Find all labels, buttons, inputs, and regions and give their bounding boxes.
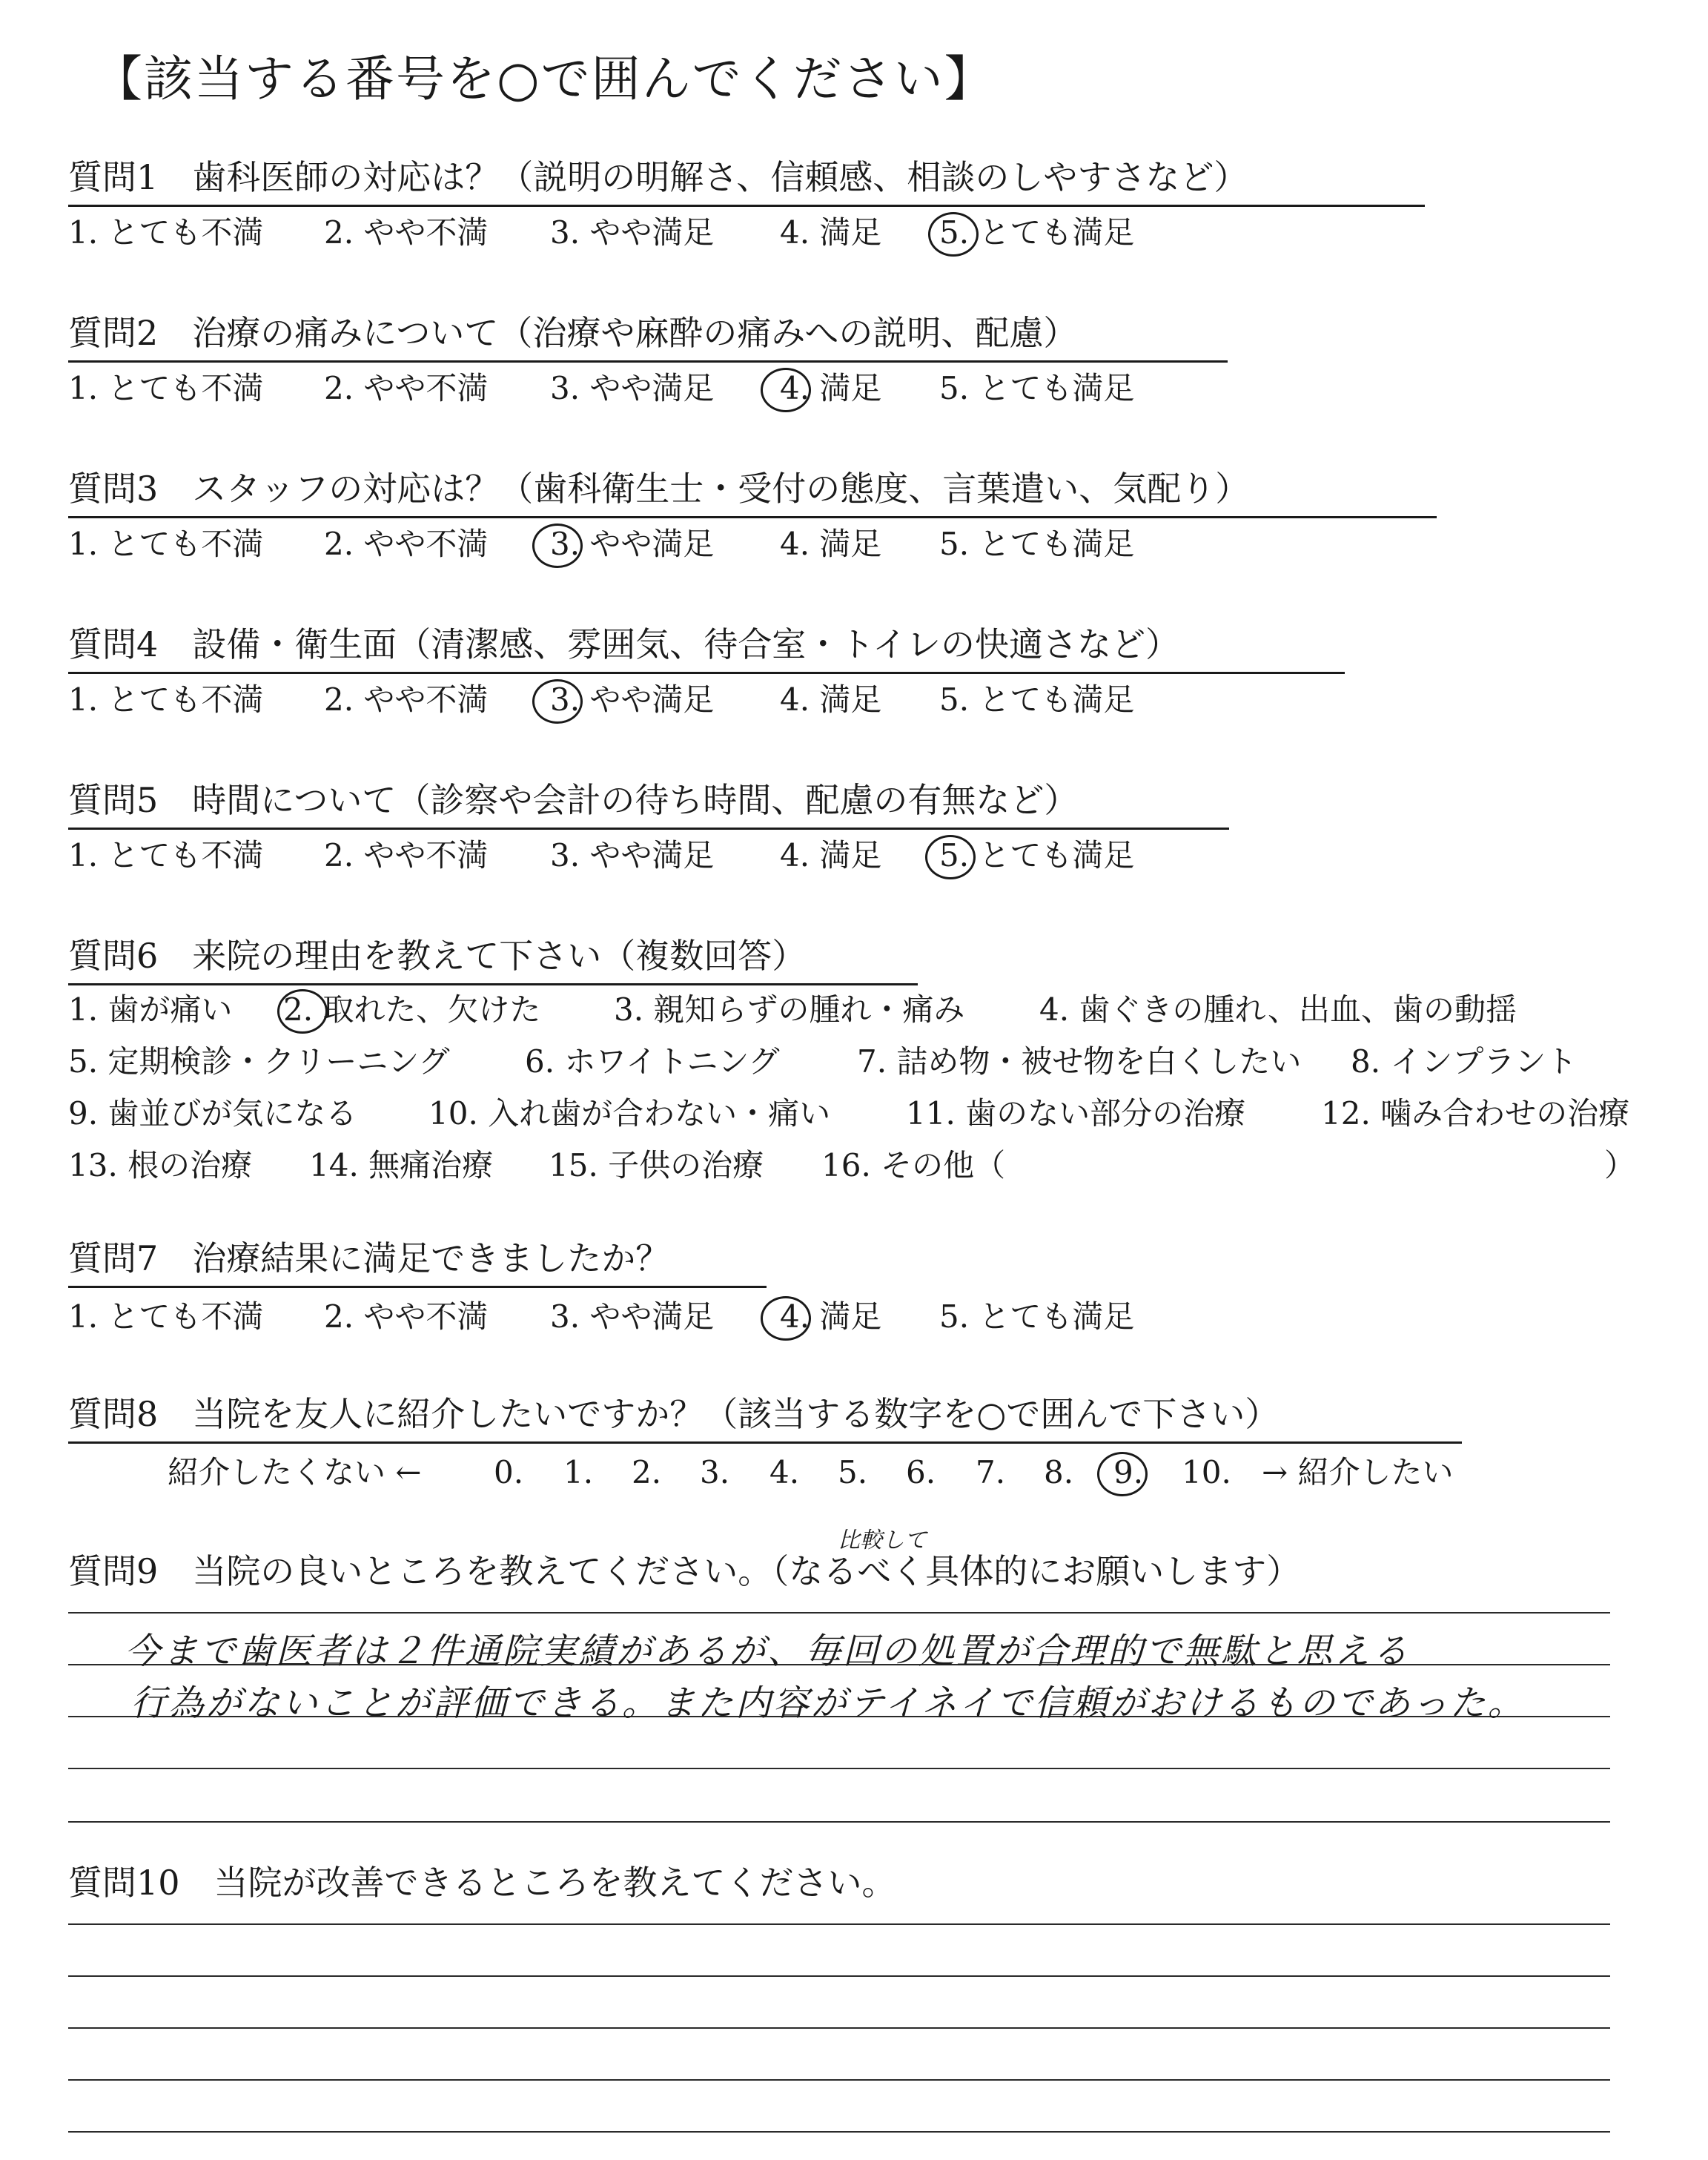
q8-scale-10[interactable]: 10.: [1182, 1454, 1231, 1490]
question-5-underline: [68, 828, 1229, 830]
q8-scale-1[interactable]: 1.: [563, 1454, 594, 1490]
q10-answer-line-2: [68, 1975, 1610, 1977]
q6-option-11[interactable]: 11. 歯のない部分の治療: [906, 1095, 1246, 1132]
q5-option-1[interactable]: 1. とても不満: [68, 837, 264, 873]
q6-option-1[interactable]: 1. 歯が痛い: [68, 991, 233, 1028]
q9-answer-line-1: [68, 1612, 1610, 1614]
q3-option-1[interactable]: 1. とても不満: [68, 526, 264, 562]
question-8-label: 質問8 当院を友人に紹介したいですか？（該当する数字を○で囲んで下さい）: [68, 1394, 1280, 1434]
q1-option-3[interactable]: 3. やや満足: [550, 214, 715, 251]
question-2-label: 質問2 治療の痛みについて（治療や麻酔の痛みへの説明、配慮）: [68, 313, 1078, 353]
q6-option-7[interactable]: 7. 詰め物・被せ物を白くしたい: [857, 1043, 1302, 1080]
q5-option-4[interactable]: 4. 満足: [780, 837, 882, 873]
q8-scale-0[interactable]: 0.: [494, 1454, 524, 1490]
question-4-options: [68, 678, 1254, 724]
question-1-options: [68, 211, 1254, 257]
question-7-label: 質問7 治療結果に満足できましたか？: [68, 1238, 670, 1278]
q7-option-1[interactable]: 1. とても不満: [68, 1298, 264, 1335]
question-8-underline: [68, 1441, 1462, 1444]
question-1-label: 質問1 歯科医師の対応は？（説明の明解さ、信頼感、相談のしやすさなど）: [68, 157, 1248, 197]
q6-option-2[interactable]: 2. 取れた、欠けた: [283, 991, 541, 1028]
q5-option-3[interactable]: 3. やや満足: [550, 837, 715, 873]
q9-inserted-note: 比較して: [838, 1527, 927, 1553]
q8-left-label: 紹介したくない ←: [168, 1454, 422, 1490]
q6-option-4[interactable]: 4. 歯ぐきの腫れ、出血、歯の動揺: [1039, 991, 1517, 1028]
q8-scale-5[interactable]: 5.: [838, 1454, 868, 1490]
q2-option-5[interactable]: 5. とても満足: [939, 370, 1135, 406]
question-6-label: 質問6 来院の理由を教えて下さい（複数回答）: [68, 936, 807, 976]
q6-option-8[interactable]: 8. インプラント: [1351, 1043, 1578, 1080]
q1-option-1[interactable]: 1. とても不満: [68, 214, 264, 251]
q3-selected-circle: [532, 524, 583, 568]
q3-option-4[interactable]: 4. 満足: [780, 526, 882, 562]
question-9-label-note: （なるべく具体的にお願いします）: [772, 1551, 1301, 1591]
q2-option-1[interactable]: 1. とても不満: [68, 370, 264, 406]
q9-handwritten-answer-2: 行為がないことが評価できる。また内容がテイネイで信頼がおけるものであった。: [130, 1682, 1526, 1724]
q7-selected-circle: [761, 1296, 811, 1341]
q5-selected-circle: [925, 835, 976, 879]
q6-option-10[interactable]: 10. 入れ歯が合わない・痛い: [428, 1095, 831, 1132]
q7-option-3[interactable]: 3. やや満足: [550, 1298, 715, 1335]
question-4-label: 質問4 設備・衛生面（清潔感、雰囲気、待合室・トイレの快適さなど）: [68, 624, 1179, 664]
q6-option-13[interactable]: 13. 根の治療: [68, 1147, 253, 1183]
question-3-label: 質問3 スタッフの対応は？（歯科衛生士・受付の態度、言葉遣い、気配り）: [68, 469, 1250, 509]
q6-option-14[interactable]: 14. 無痛治療: [309, 1147, 494, 1183]
q2-option-3[interactable]: 3. やや満足: [550, 370, 715, 406]
q8-scale-4[interactable]: 4.: [769, 1454, 800, 1490]
q7-option-2[interactable]: 2. やや不満: [324, 1298, 489, 1335]
q4-option-1[interactable]: 1. とても不満: [68, 681, 264, 718]
question-2-options: [68, 366, 1254, 412]
q9-handwritten-answer-1: 今まで歯医者は２件通院実績があるが、毎回の処置が合理的で無駄と思える: [125, 1631, 1411, 1672]
q4-option-2[interactable]: 2. やや不満: [324, 681, 489, 718]
q6-option-15[interactable]: 15. 子供の治療: [549, 1147, 764, 1183]
q1-option-5[interactable]: 5. とても満足: [939, 214, 1135, 251]
q3-option-2[interactable]: 2. やや不満: [324, 526, 489, 562]
q2-option-2[interactable]: 2. やや不満: [324, 370, 489, 406]
q1-option-4[interactable]: 4. 満足: [780, 214, 882, 251]
q3-option-5[interactable]: 5. とても満足: [939, 526, 1135, 562]
q5-option-2[interactable]: 2. やや不満: [324, 837, 489, 873]
q3-option-3[interactable]: 3. やや満足: [550, 526, 715, 562]
q8-right-label: → 紹介したい: [1262, 1454, 1454, 1490]
q8-scale-7[interactable]: 7.: [976, 1454, 1006, 1490]
question-9-label: [68, 1548, 1300, 1594]
q7-option-5[interactable]: 5. とても満足: [939, 1298, 1135, 1335]
q1-selected-circle: [928, 212, 979, 257]
question-7-underline: [68, 1286, 767, 1288]
question-9-label-main: 質問9 当院の良いところを教えてください。: [68, 1551, 772, 1591]
q4-option-3[interactable]: 3. やや満足: [550, 681, 715, 718]
question-7-options: [68, 1295, 1254, 1341]
question-5-options: [68, 833, 1254, 879]
q2-option-4[interactable]: 4. 満足: [780, 370, 882, 406]
q2-selected-circle: [761, 368, 811, 412]
question-6-options: [68, 988, 1684, 1188]
q8-scale-2[interactable]: 2.: [632, 1454, 662, 1490]
q6-other-close-paren: ）: [1604, 1147, 1636, 1183]
q8-scale-8[interactable]: 8.: [1044, 1454, 1074, 1490]
q8-scale-3[interactable]: 3.: [700, 1454, 730, 1490]
question-3-options: [68, 522, 1254, 568]
q6-selected-circle: [277, 989, 328, 1034]
question-3-underline: [68, 516, 1437, 518]
question-4-underline: [68, 672, 1345, 674]
q4-option-5[interactable]: 5. とても満足: [939, 681, 1135, 718]
q10-answer-line-1: [68, 1923, 1610, 1925]
q7-option-4[interactable]: 4. 満足: [780, 1298, 882, 1335]
q9-answer-line-4: [68, 1768, 1610, 1769]
question-6-underline: [68, 983, 918, 985]
form-title: 【該当する番号を○で囲んでください】: [93, 50, 995, 108]
question-10-label: 質問10 当院が改善できるところを教えてください。: [68, 1863, 896, 1903]
q6-option-3[interactable]: 3. 親知らずの腫れ・痛み: [614, 991, 965, 1028]
q8-scale-6[interactable]: 6.: [906, 1454, 936, 1490]
q10-answer-line-4: [68, 2079, 1610, 2081]
q4-option-4[interactable]: 4. 満足: [780, 681, 882, 718]
q10-answer-line-5: [68, 2131, 1610, 2133]
q6-option-5[interactable]: 5. 定期検診・クリーニング: [68, 1043, 450, 1080]
q10-answer-line-3: [68, 2027, 1610, 2029]
q6-option-12[interactable]: 12. 噛み合わせの治療: [1321, 1095, 1630, 1132]
q5-option-5[interactable]: 5. とても満足: [939, 837, 1135, 873]
q6-option-6[interactable]: 6. ホワイトニング: [525, 1043, 780, 1080]
question-5-label: 質問5 時間について（診察や会計の待ち時間、配慮の有無など）: [68, 780, 1079, 820]
q8-scale-9[interactable]: 9.: [1113, 1454, 1144, 1490]
q6-option-9[interactable]: 9. 歯並びが気になる: [68, 1095, 357, 1132]
q4-selected-circle: [532, 679, 583, 724]
question-2-underline: [68, 360, 1228, 363]
q9-answer-line-5: [68, 1821, 1610, 1823]
question-1-underline: [68, 205, 1425, 207]
question-8-scale: [168, 1450, 1517, 1496]
q6-option-16[interactable]: 16. その他（: [821, 1147, 1006, 1183]
q8-selected-circle: [1097, 1452, 1148, 1496]
q1-option-2[interactable]: 2. やや不満: [324, 214, 489, 251]
